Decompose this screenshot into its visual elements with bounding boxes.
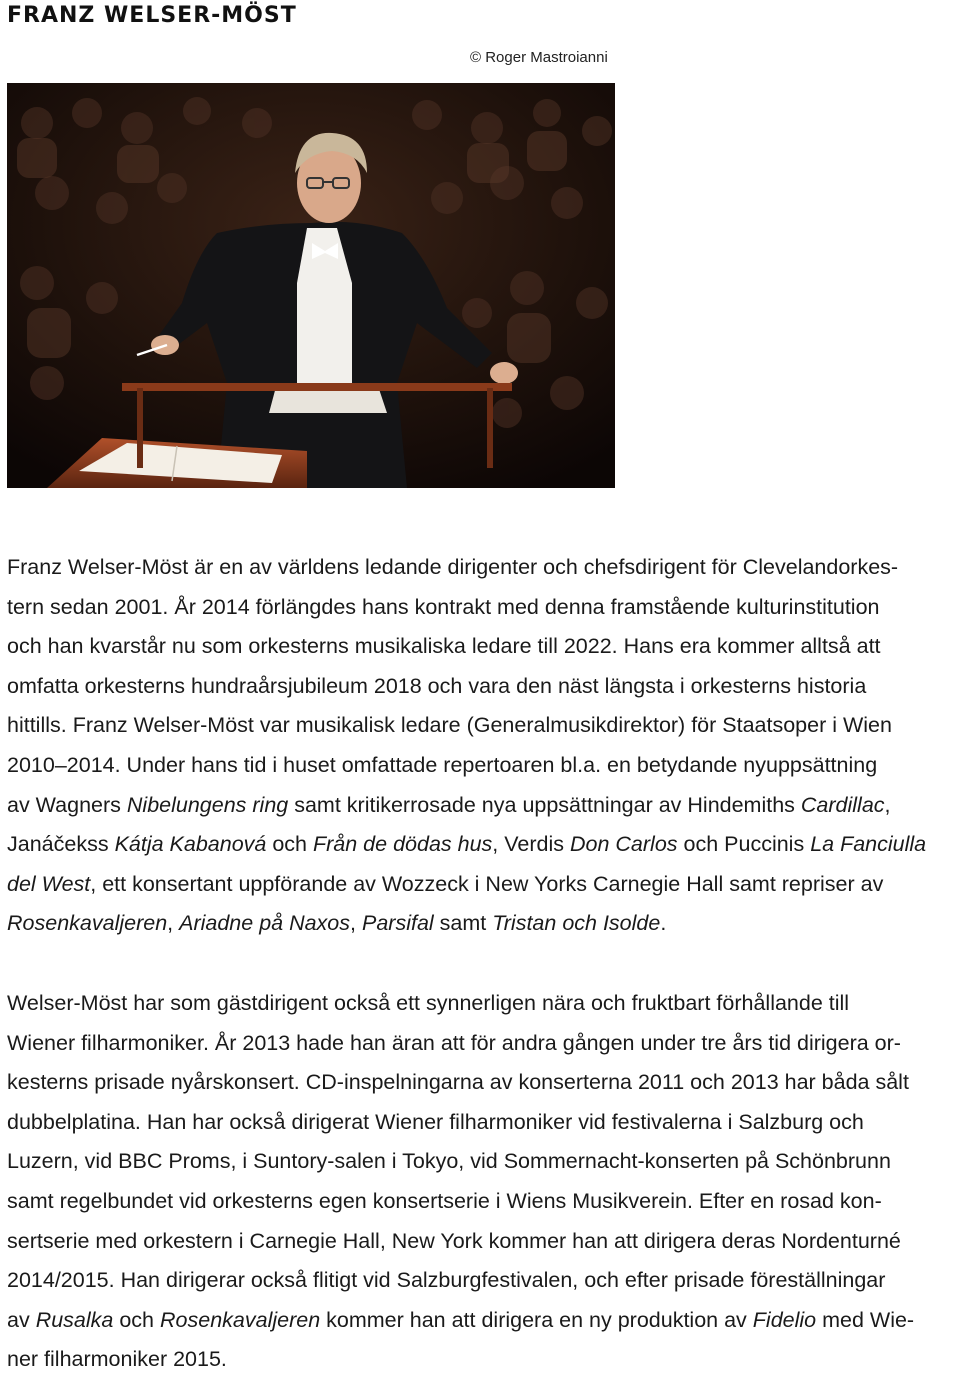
- text-run: Welser-Möst har som gästdirigent också ett synnerligen nära och fruktbart förhållande till: [7, 991, 850, 1015]
- text-run: Luzern, vid BBC Proms, i Suntory-salen i Tokyo, vid Sommernacht-konserten på Schönbrunn: [7, 1149, 891, 1174]
- text-line: [7, 1024, 957, 1064]
- italic-title: Nibelungens ring: [126, 792, 289, 817]
- text-line: [7, 825, 957, 865]
- biography-paragraph-2: [7, 984, 957, 1380]
- text-line: [7, 667, 957, 707]
- text-run: omfatta orkesterns hundraårsjubileum 2018 och vara den näst längsta i orkesterns historia: [7, 673, 867, 698]
- page-title: FRANZ WELSER-MÖST: [7, 3, 297, 28]
- text-run: , Verdis: [492, 832, 570, 857]
- text-run: Franz Welser-Möst är en av världens ledande dirigenter och chefsdirigent för Clevelandorkes-: [7, 555, 899, 579]
- italic-title: Don Carlos: [569, 832, 678, 857]
- text-run: .: [660, 911, 667, 936]
- italic-title: Parsifal: [361, 911, 434, 936]
- italic-title: Rosenkavaljeren: [160, 1307, 321, 1332]
- italic-title: Rosenkavaljeren: [7, 911, 168, 936]
- text-run: ner filharmoniker 2015.: [7, 1347, 227, 1372]
- text-run: tern sedan 2001. År 2014 förlängdes hans kontrakt med denna framstående kulturinstitution: [7, 594, 880, 619]
- text-run: 2014/2015. Han dirigerar också flitigt vid Salzburgfestivalen, och efter prisade föreställningar: [7, 1268, 886, 1293]
- text-line: [7, 904, 957, 944]
- text-line: [7, 627, 957, 667]
- text-run: kommer han att dirigera en ny produktion av: [320, 1307, 753, 1332]
- text-run: och Puccinis: [677, 832, 811, 857]
- photo-credit: © Roger Mastroianni: [470, 49, 608, 66]
- italic-title: Cardillac: [800, 792, 885, 817]
- text-line: [7, 1182, 957, 1222]
- italic-title: Tristan och Isolde: [492, 911, 661, 936]
- text-line: [7, 1142, 957, 1182]
- text-line: [7, 865, 957, 905]
- text-run: samt: [433, 911, 493, 936]
- text-line: [7, 1340, 957, 1380]
- italic-title: Rusalka: [35, 1307, 114, 1332]
- text-run: och han kvarstår nu som orkesterns musikaliska ledare till 2022. Hans era kommer alltså att: [7, 634, 881, 659]
- text-line: [7, 1063, 957, 1103]
- text-line: [7, 984, 957, 1024]
- text-line: [7, 1103, 957, 1143]
- text-run: kesterns prisade nyårskonsert. CD-inspelningarna av konserterna 2011 och 2013 har båda sålt: [7, 1070, 909, 1095]
- text-run: dubbelplatina. Han har också dirigerat Wiener filharmoniker vid festivalerna i Salzburg och: [7, 1109, 864, 1134]
- text-run: och: [266, 832, 313, 857]
- text-run: med Wie-: [816, 1307, 915, 1332]
- text-run: ,: [884, 792, 891, 817]
- text-run: ,: [350, 911, 362, 936]
- text-run: samt regelbundet vid orkesterns egen konsertserie i Wiens Musikverein. Efter en rosad kon-: [7, 1188, 882, 1213]
- text-run: av Wagners: [7, 792, 127, 817]
- text-run: Janáčekss: [7, 832, 115, 857]
- text-run: och: [113, 1307, 160, 1332]
- text-line: [7, 1261, 957, 1301]
- text-run: av: [7, 1307, 36, 1332]
- italic-title: del West: [7, 871, 91, 896]
- text-line: [7, 706, 957, 746]
- text-run: 2010–2014. Under hans tid i huset omfattade repertoaren bl.a. en betydande nyuppsättning: [7, 752, 878, 777]
- text-run: sertserie med orkestern i Carnegie Hall, New York kommer han att dirigera deras Nordenturné: [7, 1228, 901, 1253]
- text-run: , ett konsertant uppförande av Wozzeck i New Yorks Carnegie Hall samt repriser av: [90, 871, 884, 896]
- conductor-photo: [7, 83, 615, 488]
- italic-title: Fidelio: [752, 1307, 817, 1332]
- italic-title: La Fanciulla: [810, 832, 927, 857]
- text-line: [7, 1222, 957, 1262]
- italic-title: Från de dödas hus: [313, 832, 493, 857]
- text-run: ,: [167, 911, 180, 936]
- italic-title: Ariadne på Naxos: [179, 911, 351, 936]
- text-line: [7, 548, 957, 588]
- text-run: samt kritikerrosade nya uppsättningar av Hindemiths: [288, 792, 801, 817]
- text-line: [7, 746, 957, 786]
- italic-title: Kátja Kabanová: [114, 832, 267, 857]
- text-line: [7, 588, 957, 628]
- text-line: [7, 1301, 957, 1341]
- text-run: Wiener filharmoniker. År 2013 hade han äran att för andra gången under tre års tid dirigera or-: [7, 1030, 901, 1055]
- text-run: hittills. Franz Welser-Möst var musikalisk ledare (Generalmusikdirektor) för Staatsoper i Wien: [7, 713, 892, 738]
- biography-paragraph-1: [7, 548, 957, 944]
- text-line: [7, 786, 957, 826]
